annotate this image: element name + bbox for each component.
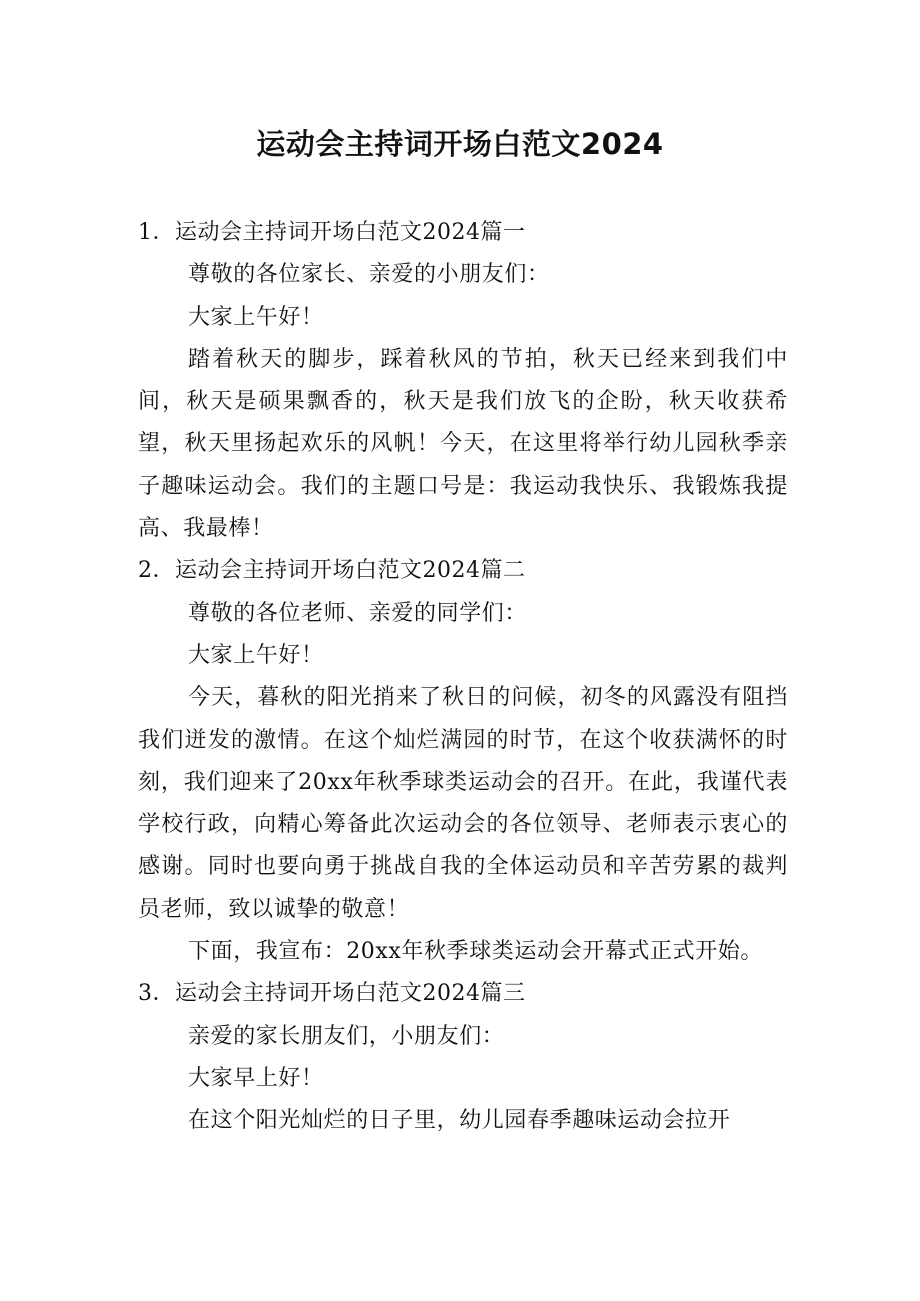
section-heading: 2．运动会主持词开场白范文2024篇二 (138, 558, 526, 584)
document-body (138, 212, 788, 1143)
body-paragraph: 在这个阳光灿烂的日子里，幼儿园春季趣味运动会拉开 (188, 1108, 731, 1134)
greeting-paragraph: 尊敬的各位家长、亲爱的小朋友们： (188, 262, 550, 288)
section-3 (138, 973, 788, 1142)
section-2 (138, 550, 788, 973)
greeting-paragraph: 亲爱的家长朋友们，小朋友们： (188, 1023, 505, 1049)
section-1 (138, 212, 788, 550)
salutation-paragraph: 大家上午好！ (188, 642, 324, 668)
section-heading: 3．运动会主持词开场白范文2024篇三 (138, 981, 526, 1007)
announcement-paragraph: 下面，我宣布：20xx年秋季球类运动会开幕式正式开始。 (188, 939, 764, 965)
section-heading: 1．运动会主持词开场白范文2024篇一 (138, 220, 526, 245)
greeting-paragraph: 尊敬的各位老师、亲爱的同学们： (188, 600, 528, 626)
body-paragraph: 踏着秋天的脚步，踩着秋风的节拍，秋天已经来到我们中间，秋天是硕果飘香的，秋天是我们放飞的企盼，秋天收获希望，秋天里扬起欢乐的风帆！今天，在这里将举行幼儿园秋季亲子趣味运动会。我们的主题口号是：我运动我快乐、我锻炼我提高、我最棒！ (138, 346, 788, 542)
body-paragraph: 今天，暮秋的阳光捎来了秋日的问候，初冬的风露没有阻挡我们迸发的激情。在这个灿烂满园的时节，在这个收获满怀的时刻，我们迎来了20xx年秋季球类运动会的召开。在此，我谨代表学校行政，向精心筹备此次运动会的各位领导、老师表示衷心的感谢。同时也要向勇于挑战自我的全体运动员和辛苦劳累的裁判员老师，致以诚挚的敬意！ (138, 685, 788, 922)
document-title: 运动会主持词开场白范文2024 (256, 127, 664, 161)
salutation-paragraph: 大家上午好！ (188, 304, 324, 330)
salutation-paragraph: 大家早上好！ (188, 1065, 324, 1091)
